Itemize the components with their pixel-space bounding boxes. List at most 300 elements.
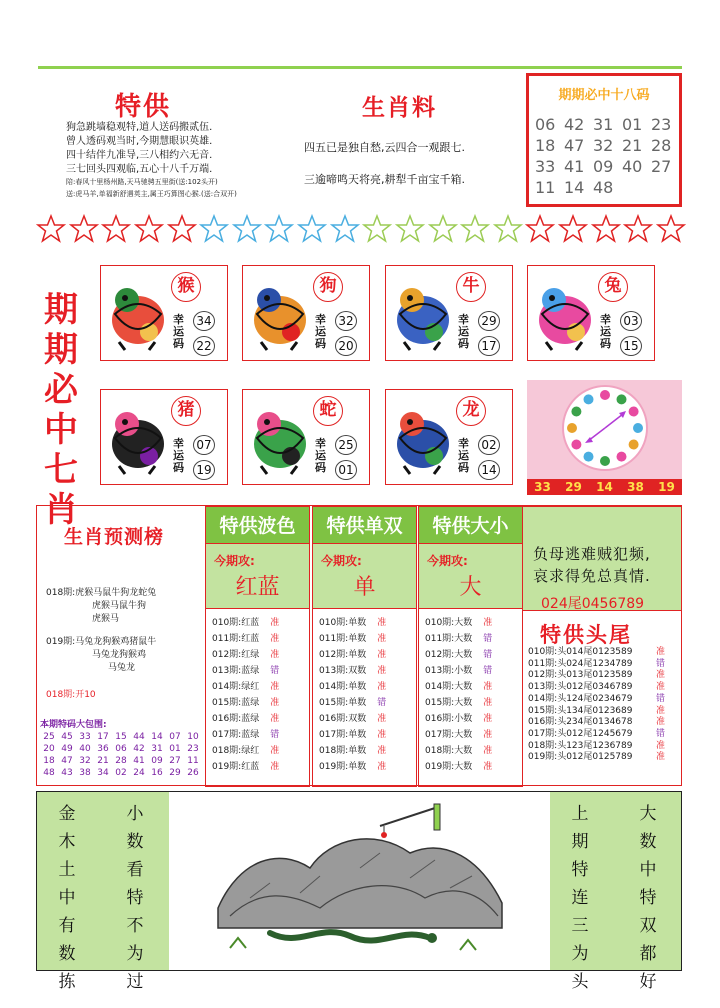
grid-number: 25	[43, 732, 55, 742]
zodiac-card	[242, 265, 370, 361]
clock-number: 29	[565, 480, 582, 494]
grid-number: 40	[79, 744, 91, 754]
trend-rows	[418, 609, 523, 787]
trend-row	[212, 727, 309, 743]
trend-row-status: 准	[377, 762, 387, 772]
lucky-char: 幸	[458, 313, 469, 326]
trend-row-text: 015期:蓝绿	[212, 698, 260, 708]
lucky-number: 01	[335, 460, 357, 480]
shengxiao-line: 三逾啼鸣天将亮,耕犁千亩宝千箱.	[304, 173, 465, 186]
clock-dot	[567, 423, 577, 433]
tetou-row	[528, 729, 683, 741]
clock-dot	[600, 456, 610, 466]
trend-row-text: 011期:单数	[319, 634, 367, 644]
trend-row-status: 准	[377, 666, 387, 676]
trend-row-status: 准	[377, 730, 387, 740]
trend-row-status: 准	[270, 762, 280, 772]
code-number: 27	[651, 157, 672, 176]
star-icon	[36, 212, 66, 252]
star-icon	[493, 212, 523, 252]
lucky-char: 码	[315, 337, 326, 350]
star-icon	[69, 212, 99, 252]
grid-number: 20	[43, 744, 55, 754]
column-title: 特供单双	[312, 506, 417, 544]
lucky-number: 34	[193, 311, 215, 331]
grid-number: 23	[187, 744, 199, 754]
vertical-char: 不	[126, 916, 144, 936]
trend-row	[319, 679, 416, 695]
trend-row	[319, 647, 416, 663]
vertical-char: 特	[126, 888, 144, 908]
lucky-char: 运	[173, 325, 184, 338]
trend-row-status: 准	[483, 714, 493, 724]
lucky-char: 码	[600, 337, 611, 350]
lucky-number: 29	[478, 311, 500, 331]
tetou-row-text: 011期:头024尾1234789	[528, 658, 633, 669]
lucky-number: 17	[478, 336, 500, 356]
grid-number: 06	[115, 744, 127, 754]
clock-dot	[571, 440, 581, 450]
tegong-title: 特供	[115, 92, 172, 122]
star-icon	[167, 212, 197, 252]
trend-rows	[312, 609, 417, 787]
lucky-char: 运	[315, 325, 326, 338]
code-number: 11	[535, 178, 556, 197]
vertical-char: 木	[58, 832, 76, 852]
trend-column	[205, 506, 310, 787]
lucky-char: 码	[173, 461, 184, 474]
star-icon	[623, 212, 653, 252]
grid-number: 32	[79, 756, 91, 766]
grid-number: 43	[61, 768, 73, 778]
trend-row-text: 010期:大数	[425, 618, 473, 628]
tetou-row	[528, 741, 683, 753]
vertical-char: 数	[58, 944, 76, 964]
vertical-text-col	[638, 800, 658, 996]
trend-row-text: 017期:蓝绿	[212, 730, 260, 740]
trend-row-status: 准	[270, 682, 280, 692]
zodiac-name: 龙	[456, 396, 486, 426]
riddle-line: 负母逃难贼犯频,	[533, 545, 651, 563]
prediction-019	[46, 636, 206, 675]
trend-row	[212, 711, 309, 727]
lucky-char: 运	[600, 325, 611, 338]
side-title-char: 期	[44, 330, 78, 370]
code-number: 33	[535, 157, 556, 176]
side-title-char: 七	[44, 450, 78, 490]
top-divider-line	[38, 66, 682, 69]
dragon-papercut-icon	[390, 398, 456, 478]
star-row	[36, 212, 686, 252]
grid-number: 11	[187, 756, 199, 766]
riddle-tail: 024尾0456789	[541, 596, 645, 612]
lucky-char: 幸	[173, 313, 184, 326]
vertical-char: 好	[639, 972, 657, 992]
lucky-char: 码	[173, 337, 184, 350]
clock-number: 33	[534, 480, 551, 494]
eighteen-codes-list	[535, 114, 681, 198]
tetou-row	[528, 706, 683, 718]
trend-row	[212, 743, 309, 759]
lucky-label	[458, 438, 472, 474]
trend-row	[319, 695, 416, 711]
prediction-result: 018期:开10	[46, 690, 96, 700]
trend-row-text: 013期:蓝绿	[212, 666, 260, 676]
trend-row	[319, 743, 416, 759]
grid-number: 18	[43, 756, 55, 766]
lucky-char: 码	[315, 461, 326, 474]
vertical-char: 中	[58, 888, 76, 908]
star-icon	[656, 212, 686, 252]
poem-line: 狗急跳墙稳观特,道人送码搬贰伍.	[66, 122, 213, 133]
grid-number: 45	[61, 732, 73, 742]
tetou-row-status: 错	[656, 693, 666, 704]
clock-dot	[617, 452, 627, 462]
prediction-018	[46, 587, 206, 626]
note-line: 送:虎马羊,单福新舒遇英主,属王巧算图心猴.(送:合双开)	[66, 190, 237, 198]
prediction-line: 马兔龙狗猴鸡	[92, 650, 147, 660]
trend-row-status: 准	[377, 682, 387, 692]
tetou-row-text: 010期:头014尾0123589	[528, 647, 633, 657]
grid-number: 36	[97, 744, 109, 754]
tegong-poem	[66, 121, 296, 177]
lucky-label	[315, 314, 329, 350]
trend-row	[425, 727, 522, 743]
attack-box	[418, 544, 523, 609]
vertical-char: 特	[639, 888, 657, 908]
trend-row-text: 013期:小数	[425, 666, 473, 676]
trend-row	[425, 631, 522, 647]
vertical-char: 连	[571, 888, 589, 908]
grid-number: 34	[97, 768, 109, 778]
trend-row-text: 019期:单数	[319, 762, 367, 772]
lucky-char: 幸	[600, 313, 611, 326]
zodiac-name: 蛇	[313, 396, 343, 426]
monkey-papercut-icon	[105, 274, 171, 354]
zodiac-name: 狗	[313, 272, 343, 302]
star-icon	[330, 212, 360, 252]
trend-row	[425, 679, 522, 695]
tetou-title: 特供头尾	[540, 623, 632, 647]
vertical-text-col	[570, 800, 590, 996]
zodiac-name: 猴	[171, 272, 201, 302]
code-number: 06	[535, 115, 556, 134]
trend-row-status: 错	[270, 666, 280, 676]
tetou-row-text: 014期:头124尾0234679	[528, 693, 633, 704]
zodiac-card	[385, 265, 513, 361]
prediction-line: 虎猴马	[92, 614, 120, 624]
prediction-title: 生肖预测榜	[64, 526, 165, 548]
prediction-line: 虎猴马鼠牛狗	[92, 601, 147, 611]
column-title: 特供大小	[418, 506, 523, 544]
attack-label: 今期攻:	[214, 554, 255, 568]
trend-row-status: 准	[377, 650, 387, 660]
trend-row-text: 012期:单数	[319, 650, 367, 660]
star-icon	[264, 212, 294, 252]
mountain-snake-illustration	[210, 798, 510, 966]
zodiac-card	[242, 389, 370, 485]
grid-number: 02	[115, 768, 127, 778]
tetou-row-status: 准	[656, 717, 666, 728]
trend-row	[212, 663, 309, 679]
grid-number: 16	[151, 768, 163, 778]
prediction-line: 018期:虎猴马鼠牛狗龙蛇兔	[46, 588, 157, 598]
star-icon	[297, 212, 327, 252]
vertical-char: 拣	[58, 972, 76, 992]
clock-dot	[629, 407, 639, 417]
side-title-char: 必	[44, 370, 78, 410]
vertical-char: 头	[571, 972, 589, 992]
snake-papercut-icon	[247, 398, 313, 478]
poem-line: 曾人透码观当时,今期慧眼识英雄.	[66, 136, 213, 147]
zodiac-card	[385, 389, 513, 485]
tetou-row-status: 准	[656, 740, 666, 751]
code-number: 42	[564, 115, 585, 134]
trend-row	[212, 759, 309, 775]
tetou-row-status: 准	[656, 752, 666, 763]
trend-row	[425, 647, 522, 663]
zodiac-name: 猪	[171, 396, 201, 426]
trend-row	[212, 615, 309, 631]
code-number: 48	[593, 178, 614, 197]
tetou-row	[528, 682, 683, 694]
trend-row	[319, 711, 416, 727]
tetou-row-text: 019期:头012尾0125789	[528, 752, 633, 763]
trend-row	[425, 615, 522, 631]
grid-number: 21	[97, 756, 109, 766]
lucky-char: 幸	[315, 313, 326, 326]
attack-label: 今期攻:	[427, 554, 468, 568]
lucky-char: 运	[315, 449, 326, 462]
lucky-label	[173, 438, 187, 474]
tetou-row	[528, 670, 683, 682]
trend-row-text: 016期:小数	[425, 714, 473, 724]
vertical-char: 为	[126, 944, 144, 964]
attack-box	[312, 544, 417, 609]
code-number: 14	[564, 178, 585, 197]
shengxiao-line: 四五已是独自愁,云四合一观跟七.	[304, 141, 465, 154]
lucky-char: 码	[458, 461, 469, 474]
attack-value: 红蓝	[235, 575, 280, 600]
grid-number: 38	[79, 768, 91, 778]
vertical-char: 中	[639, 860, 657, 880]
trend-row-text: 013期:双数	[319, 666, 367, 676]
trend-row-text: 011期:红蓝	[212, 634, 260, 644]
vertical-char: 土	[58, 860, 76, 880]
grid-number: 09	[151, 756, 163, 766]
attack-value: 单	[353, 575, 376, 600]
shengxiao-title: 生肖料	[362, 95, 437, 121]
zodiac-card	[527, 265, 655, 361]
trend-row	[425, 711, 522, 727]
star-icon	[199, 212, 229, 252]
grid-number: 24	[133, 768, 145, 778]
trend-column	[312, 506, 417, 787]
side-title-char: 中	[44, 410, 78, 450]
vertical-char: 金	[58, 804, 76, 824]
clock-icon	[527, 380, 682, 479]
grid-number: 01	[169, 744, 181, 754]
column-title: 特供波色	[205, 506, 310, 544]
code-number: 23	[651, 115, 672, 134]
lucky-number: 19	[193, 460, 215, 480]
trend-row-status: 错	[483, 666, 493, 676]
trend-row	[319, 615, 416, 631]
trend-row	[319, 631, 416, 647]
vertical-char: 双	[639, 916, 657, 936]
tetou-row	[528, 659, 683, 671]
vertical-text-col	[57, 800, 77, 996]
grid-number: 10	[187, 732, 199, 742]
prediction-grid-title: 本期特码大包围:	[40, 720, 107, 730]
trend-row-status: 准	[483, 762, 493, 772]
trend-row-status: 准	[270, 650, 280, 660]
grid-number: 47	[61, 756, 73, 766]
lucky-number: 02	[478, 435, 500, 455]
trend-row-status: 错	[270, 730, 280, 740]
code-number: 21	[622, 136, 643, 155]
tetou-row-status: 错	[656, 658, 666, 669]
trend-row-status: 错	[483, 650, 493, 660]
trend-row-text: 011期:大数	[425, 634, 473, 644]
lucky-number: 20	[335, 336, 357, 356]
pig-papercut-icon	[105, 398, 171, 478]
trend-row-text: 012期:红绿	[212, 650, 260, 660]
tetou-row-text: 018期:头123尾1236789	[528, 740, 633, 751]
clock-panel	[527, 380, 682, 493]
vertical-char: 小	[126, 804, 144, 824]
vertical-char: 过	[126, 972, 144, 992]
clock-number: 14	[596, 480, 613, 494]
zodiac-card	[100, 265, 228, 361]
lucky-char: 运	[458, 449, 469, 462]
trend-row	[425, 695, 522, 711]
zodiac-name: 牛	[456, 272, 486, 302]
vertical-char: 期	[571, 832, 589, 852]
lucky-number: 22	[193, 336, 215, 356]
trend-row	[425, 663, 522, 679]
eighteen-codes-box	[526, 73, 682, 207]
code-number: 32	[593, 136, 614, 155]
grid-number: 41	[133, 756, 145, 766]
zodiac-name: 兔	[598, 272, 628, 302]
zodiac-card	[100, 389, 228, 485]
grid-number: 26	[187, 768, 199, 778]
trend-row-text: 017期:大数	[425, 730, 473, 740]
grid-number: 27	[169, 756, 181, 766]
prediction-grid	[40, 731, 202, 779]
star-icon	[460, 212, 490, 252]
vertical-char: 为	[571, 944, 589, 964]
grid-number: 48	[43, 768, 55, 778]
trend-row-text: 019期:大数	[425, 762, 473, 772]
poem-line: 四十结伴九准导,三八相约六无音.	[66, 150, 213, 161]
clock-dot	[584, 452, 594, 462]
trend-rows	[205, 609, 310, 787]
trend-row	[212, 695, 309, 711]
clock-dot	[584, 394, 594, 404]
grid-number: 42	[133, 744, 145, 754]
star-icon	[525, 212, 555, 252]
tetou-row-status: 准	[656, 682, 666, 693]
lucky-number: 14	[478, 460, 500, 480]
tetou-row-status: 准	[656, 647, 666, 657]
trend-row-text: 018期:大数	[425, 746, 473, 756]
trend-row-status: 准	[483, 682, 493, 692]
side-title-char: 期	[44, 290, 78, 330]
attack-box	[205, 544, 310, 609]
mountain-snake-icon	[210, 798, 510, 966]
trend-row-status: 准	[377, 618, 387, 628]
trend-row-status: 错	[377, 698, 387, 708]
vertical-char: 看	[126, 860, 144, 880]
clock-dot	[617, 394, 627, 404]
trend-row-status: 准	[377, 746, 387, 756]
grid-number: 49	[61, 744, 73, 754]
trend-row-text: 016期:双数	[319, 714, 367, 724]
code-number: 40	[622, 157, 643, 176]
trend-row	[319, 663, 416, 679]
tetou-row-status: 错	[656, 728, 666, 739]
trend-row-text: 017期:单数	[319, 730, 367, 740]
clock-dot	[629, 440, 639, 450]
riddle-panel	[522, 506, 682, 611]
grid-number: 17	[97, 732, 109, 742]
star-icon	[362, 212, 392, 252]
star-icon	[558, 212, 588, 252]
lucky-number: 15	[620, 336, 642, 356]
lucky-char: 幸	[315, 437, 326, 450]
trend-row-text: 010期:单数	[319, 618, 367, 628]
poem-line: 三七回头四观临,五心十八千万端.	[66, 164, 213, 175]
lucky-char: 幸	[458, 437, 469, 450]
lucky-number: 32	[335, 311, 357, 331]
tetou-row-status: 准	[656, 670, 666, 681]
vertical-char: 都	[639, 944, 657, 964]
bottom-left-panel	[37, 792, 169, 992]
tetou-row	[528, 647, 683, 659]
clock-number-strip	[527, 479, 682, 495]
riddle-line: 哀求得免总真情.	[533, 567, 651, 585]
trend-row-text: 015期:大数	[425, 698, 473, 708]
vertical-char: 上	[571, 804, 589, 824]
trend-row-status: 准	[483, 698, 493, 708]
star-icon	[101, 212, 131, 252]
vertical-char: 有	[58, 916, 76, 936]
clock-number: 19	[658, 480, 675, 494]
trend-row-status: 准	[270, 714, 280, 724]
trend-row-text: 014期:大数	[425, 682, 473, 692]
tetou-row-text: 016期:头234尾0134678	[528, 717, 633, 728]
clock-dot	[600, 390, 610, 400]
grid-number: 15	[115, 732, 127, 742]
vertical-text-col	[125, 800, 145, 996]
side-vertical-title	[44, 290, 78, 530]
star-icon	[232, 212, 262, 252]
vertical-char: 特	[571, 860, 589, 880]
grid-number: 31	[151, 744, 163, 754]
trend-row-status: 准	[270, 698, 280, 708]
lucky-number: 03	[620, 311, 642, 331]
trend-row-text: 018期:绿红	[212, 746, 260, 756]
eighteen-codes-title: 期期必中十八码	[558, 88, 650, 103]
grid-number: 14	[151, 732, 163, 742]
prediction-line: 019期:马兔龙狗猴鸡猪鼠牛	[46, 637, 157, 647]
trend-row	[212, 631, 309, 647]
trend-row	[425, 759, 522, 775]
attack-value: 大	[459, 575, 482, 600]
grid-number: 44	[133, 732, 145, 742]
